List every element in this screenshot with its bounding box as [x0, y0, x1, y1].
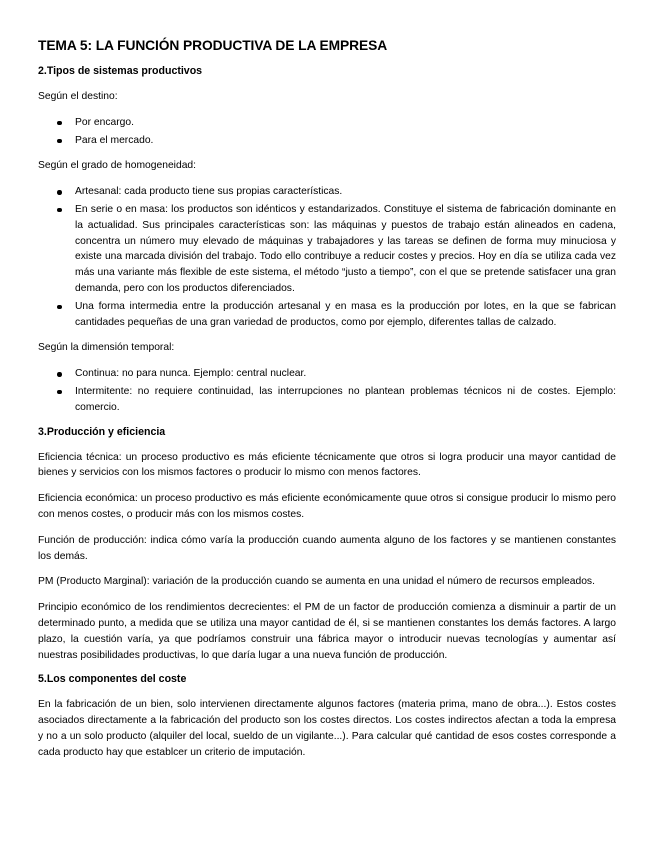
section-heading: 3.Producción y eficiencia — [38, 425, 166, 438]
document-page — [38, 38, 616, 771]
paragraph: PM (Producto Marginal): variación de la producción cuando se aumenta en una unidad el número de recursos empleados. — [38, 576, 595, 588]
section-tipos-sistemas — [38, 65, 616, 416]
paragraph: Principio económico de los rendimientos decrecientes: el PM de un factor de producción comienza a disminuir a partir de un determinado punto, a medida que se utiliza una mayor cantidad de él, si se mantienen constantes los demás factores. A largo plazo, la cuestión varía, ya que podríamos construir una fábrica mayor o introducir nuevas tecnologías y aumentar así nuestras posibilidades productivas, lo que daría lugar a una nueva función de producción. — [38, 602, 616, 661]
section-componentes-coste — [38, 673, 616, 760]
temporal-intro: Según la dimensión temporal: — [38, 342, 175, 354]
list-item: Intermitente: no requiere continuidad, las interrupciones no plantean problemas técnicos ni de costes. Ejemplo: comercio. — [38, 384, 616, 416]
temporal-list — [38, 366, 616, 415]
section-produccion-eficiencia — [38, 426, 616, 664]
paragraph: Eficiencia económica: un proceso productivo es más eficiente económicamente quue otros si consigue producir lo mismo pero con menos costes, o producir más con los mismos costes. — [38, 493, 616, 520]
list-item: Artesanal: cada producto tiene sus propias características. — [38, 184, 616, 200]
section-heading: 5.Los componentes del coste — [38, 673, 187, 686]
paragraph: En la fabricación de un bien, solo intervienen directamente algunos factores (materia prima, mano de obra...). Estos costes asociados directamente a la fabricación del producto son los costes directos. Los costes indirectos afectan a toda la empresa y no a un solo producto (alquiler del local, sueldo de un vigilante...). Para calcular qué cantidad de esos costes corresponde a cada producto hay que establcer un criterio de imputación. — [38, 699, 616, 758]
paragraph: Función de producción: indica cómo varía la producción cuando aumenta alguno de los factores y se mantienen constantes los demás. — [38, 534, 616, 562]
list-item: Una forma intermedia entre la producción artesanal y en masa es la producción por lotes, en la que se fabrican cantidades pequeñas de una gran variedad de productos, como por ejemplo, diferentes tallas de calzado. — [38, 299, 616, 331]
homogeneidad-intro: Según el grado de homogeneidad: — [38, 160, 197, 172]
document-title: TEMA 5: LA FUNCIÓN PRODUCTIVA DE LA EMPRESA — [38, 38, 388, 53]
homogeneidad-list — [38, 184, 616, 330]
list-item: Para el mercado. — [38, 133, 616, 149]
list-item: Por encargo. — [38, 115, 616, 131]
destino-list — [38, 115, 616, 149]
paragraph: Eficiencia técnica: un proceso productivo es más eficiente técnicamente que otros si logra producir una mayor cantidad de bienes y servicios con los mismos factores o producir lo mismo con menos factores. — [38, 451, 616, 479]
section-heading: 2.Tipos de sistemas productivos — [38, 65, 203, 77]
list-item: En serie o en masa: los productos son idénticos y estandarizados. Constituye el sistema de fabricación dominante en la actualidad. Sus principales características son: las máquinas y puestos de trabajo están alineados en cadena, concentra un número muy elevado de máquinas y trabajadores y las tareas se definen de forma muy minuciosa y existe una marcada división del trabajo. Todo ello contribuye a reducir costes y precios. Hoy en día se utiliza cada vez más una variante más flexible de este sistema, el método “justo a tiempo”, con el que se pretende satisfacer una gran demanda, pero con los productos diferenciados. — [38, 202, 616, 297]
destino-intro: Según el destino: — [38, 91, 118, 102]
list-item: Continua: no para nunca. Ejemplo: central nuclear. — [38, 366, 616, 382]
